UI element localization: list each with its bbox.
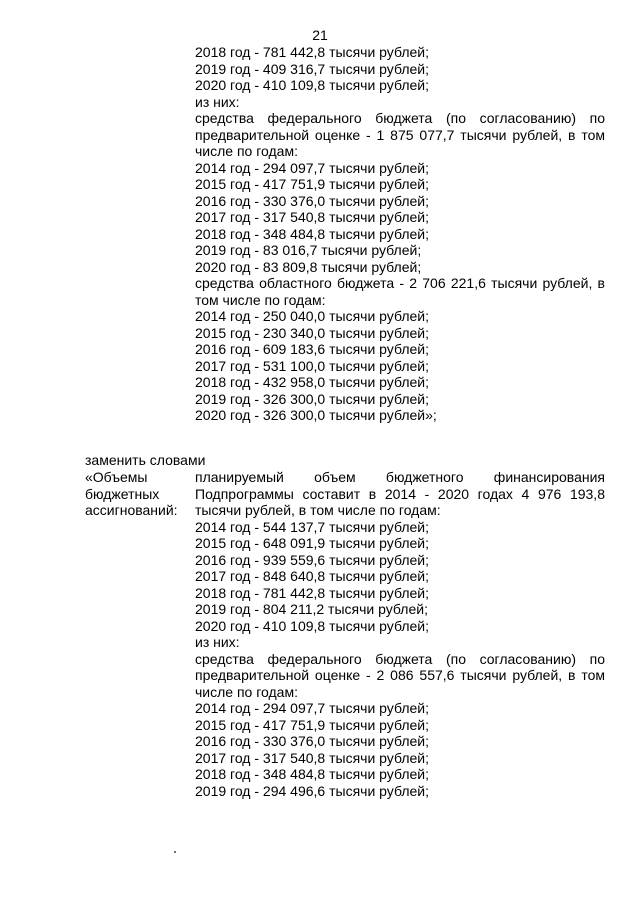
text-line: 2014 год - 250 040,0 тысячи рублей; <box>195 308 429 324</box>
text-line: 2015 год - 648 091,9 тысячи рублей; <box>195 535 429 551</box>
text-line: 2019 год - 83 016,7 тысячи рублей; <box>195 242 422 258</box>
text-line: предварительной оценке - 2 086 557,6 тысячи рублей, в том <box>195 667 605 683</box>
text-line: средства областного бюджета - 2 706 221,6 тысячи рублей, в <box>195 275 605 291</box>
text-line: 2016 год - 939 559,6 тысячи рублей; <box>195 551 429 568</box>
text-line: 2019 год - 294 496,6 тысячи рублей; <box>195 782 429 799</box>
text-line: том числе по годам: <box>195 291 326 308</box>
text-line: 2014 год - 544 137,7 тысячи рублей; <box>195 518 429 535</box>
text-line: 2018 год - 348 484,8 тысячи рублей; <box>195 766 429 782</box>
text-line: 2017 год - 317 540,8 тысячи рублей; <box>195 209 429 225</box>
replace-label: заменить словами <box>85 452 206 468</box>
text-line: средства федерального бюджета (по согласованию) по <box>195 110 605 126</box>
text-line: из них: <box>195 634 240 650</box>
text-line: 2016 год - 330 376,0 тысячи рублей; <box>195 192 429 209</box>
text-line: Подпрограммы составит в 2014 - 2020 годах 4 976 193,8 <box>195 485 605 502</box>
text-line: 2020 год - 410 109,8 тысячи рублей; <box>195 617 429 634</box>
text-line: 2018 год - 781 442,8 тысячи рублей; <box>195 44 429 60</box>
budget-allocations-label <box>85 469 178 519</box>
text-line: 2014 год - 294 097,7 тысячи рублей; <box>195 700 429 716</box>
text-line: 2019 год - 804 211,2 тысячи рублей; <box>195 601 428 617</box>
text-line: 2019 год - 326 300,0 тысячи рублей; <box>195 390 429 407</box>
text-line: 2015 год - 230 340,0 тысячи рублей; <box>195 324 429 341</box>
text-line: 2019 год - 409 316,7 тысячи рублей; <box>195 60 429 77</box>
text-line: 2018 год - 781 442,8 тысячи рублей; <box>195 584 429 601</box>
bottom-text-block <box>195 469 605 799</box>
text-line: 2020 год - 83 809,8 тысячи рублей; <box>195 258 422 275</box>
text-line: 2015 год - 417 751,9 тысячи рублей; <box>195 716 429 733</box>
text-line: из них: <box>195 93 240 110</box>
text-line: предварительной оценке - 1 875 077,7 тысячи рублей, в том <box>195 126 605 143</box>
text-line: тысячи рублей, в том числе по годам: <box>195 502 441 518</box>
text-line: 2017 год - 848 640,8 тысячи рублей; <box>195 568 429 584</box>
label-line: ассигнований: <box>85 502 178 518</box>
text-line: средства федерального бюджета (по согласованию) по <box>195 650 605 667</box>
text-line: планируемый объем бюджетного финансирования <box>195 469 605 485</box>
page-number: 21 <box>312 27 328 43</box>
text-line: 2014 год - 294 097,7 тысячи рублей; <box>195 159 429 176</box>
text-line: 2020 год - 410 109,8 тысячи рублей; <box>195 77 429 93</box>
label-line: «Объемы <box>85 469 148 485</box>
text-line: 2015 год - 417 751,9 тысячи рублей; <box>195 176 429 192</box>
scan-speck <box>174 851 176 853</box>
text-line: числе по годам: <box>195 683 298 700</box>
text-line: 2018 год - 348 484,8 тысячи рублей; <box>195 225 429 242</box>
text-line: 2016 год - 330 376,0 тысячи рублей; <box>195 733 429 749</box>
text-line: 2016 год - 609 183,6 тысячи рублей; <box>195 341 429 357</box>
label-line: бюджетных <box>85 485 160 502</box>
text-line: 2017 год - 317 540,8 тысячи рублей; <box>195 749 429 766</box>
top-text-block <box>195 44 605 424</box>
text-line: 2020 год - 326 300,0 тысячи рублей»; <box>195 407 437 423</box>
text-line: числе по годам: <box>195 143 298 159</box>
text-line: 2017 год - 531 100,0 тысячи рублей; <box>195 357 429 374</box>
text-line: 2018 год - 432 958,0 тысячи рублей; <box>195 374 429 390</box>
